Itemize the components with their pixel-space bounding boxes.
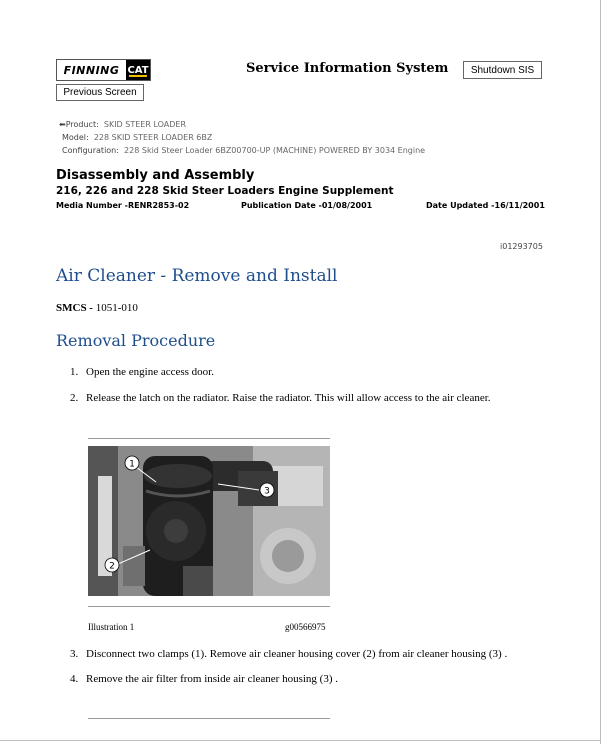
configuration-value: 228 Skid Steer Loader 6BZ00700-UP (MACHINE) POWERED BY 3034 Engine [124, 146, 426, 155]
step-text: Remove the air filter from inside air cleaner housing (3) . [86, 673, 338, 685]
document-title: Disassembly and Assembly [56, 168, 255, 183]
divider [88, 606, 330, 607]
step-text: Open the engine access door. [86, 366, 214, 378]
svg-text:2: 2 [109, 561, 115, 572]
page-title: Service Information System [246, 61, 449, 76]
smcs-code [56, 302, 138, 314]
step-text: Disconnect two clamps (1). Remove air cleaner housing cover (2) from air cleaner housing (3) . [86, 648, 508, 660]
finning-cat-logo [56, 59, 151, 81]
smcs-label: SMCS - [56, 302, 93, 314]
illustration-code: g00566975 [285, 622, 326, 632]
illustration-label: Illustration 1 [88, 622, 135, 632]
model-value: 228 SKID STEER LOADER 6BZ [93, 133, 213, 142]
procedure-heading: Air Cleaner - Remove and Install [56, 266, 338, 286]
list-item [70, 366, 214, 378]
cat-logo-icon: CAT [126, 60, 150, 80]
list-item [70, 673, 338, 685]
model-label: Model: [62, 133, 89, 142]
air-cleaner-illustration [88, 446, 330, 596]
callout-3 [260, 483, 274, 497]
product-line [59, 120, 186, 129]
step-text: Release the latch on the radiator. Raise the radiator. This will allow access to the air cleaner. [86, 392, 491, 404]
product-label: Product: [65, 120, 99, 129]
list-item [70, 392, 491, 404]
publication-date: Publication Date -01/08/2001 [241, 201, 373, 210]
shutdown-sis-button[interactable]: Shutdown SIS [463, 61, 542, 79]
previous-screen-button[interactable]: Previous Screen [56, 84, 144, 101]
svg-text:3: 3 [264, 486, 270, 497]
smcs-value: 1051-010 [95, 302, 138, 314]
list-item [70, 648, 507, 660]
logo-wordmark: FINNING [57, 60, 126, 80]
date-updated: Date Updated -16/11/2001 [426, 201, 545, 210]
step-number: 1. [70, 366, 79, 378]
page-border [600, 0, 601, 744]
document-subtitle: 216, 226 and 228 Skid Steer Loaders Engine Supplement [56, 185, 394, 197]
page-border [0, 740, 601, 741]
divider [88, 438, 330, 439]
callout-2 [105, 558, 119, 572]
section-heading: Removal Procedure [56, 331, 216, 350]
media-number: Media Number -RENR2853-02 [56, 201, 190, 210]
back-arrow-icon[interactable]: ⬅ [59, 120, 66, 129]
step-number: 2. [70, 392, 79, 404]
model-line [62, 133, 212, 142]
configuration-label: Configuration: [62, 146, 119, 155]
callout-1 [125, 456, 139, 470]
product-value: SKID STEER LOADER [103, 120, 187, 129]
configuration-line [62, 146, 425, 155]
svg-text:1: 1 [129, 459, 135, 470]
step-number: 3. [70, 648, 79, 660]
step-number: 4. [70, 673, 79, 685]
document-id: i01293705 [500, 242, 543, 251]
divider [88, 718, 330, 719]
